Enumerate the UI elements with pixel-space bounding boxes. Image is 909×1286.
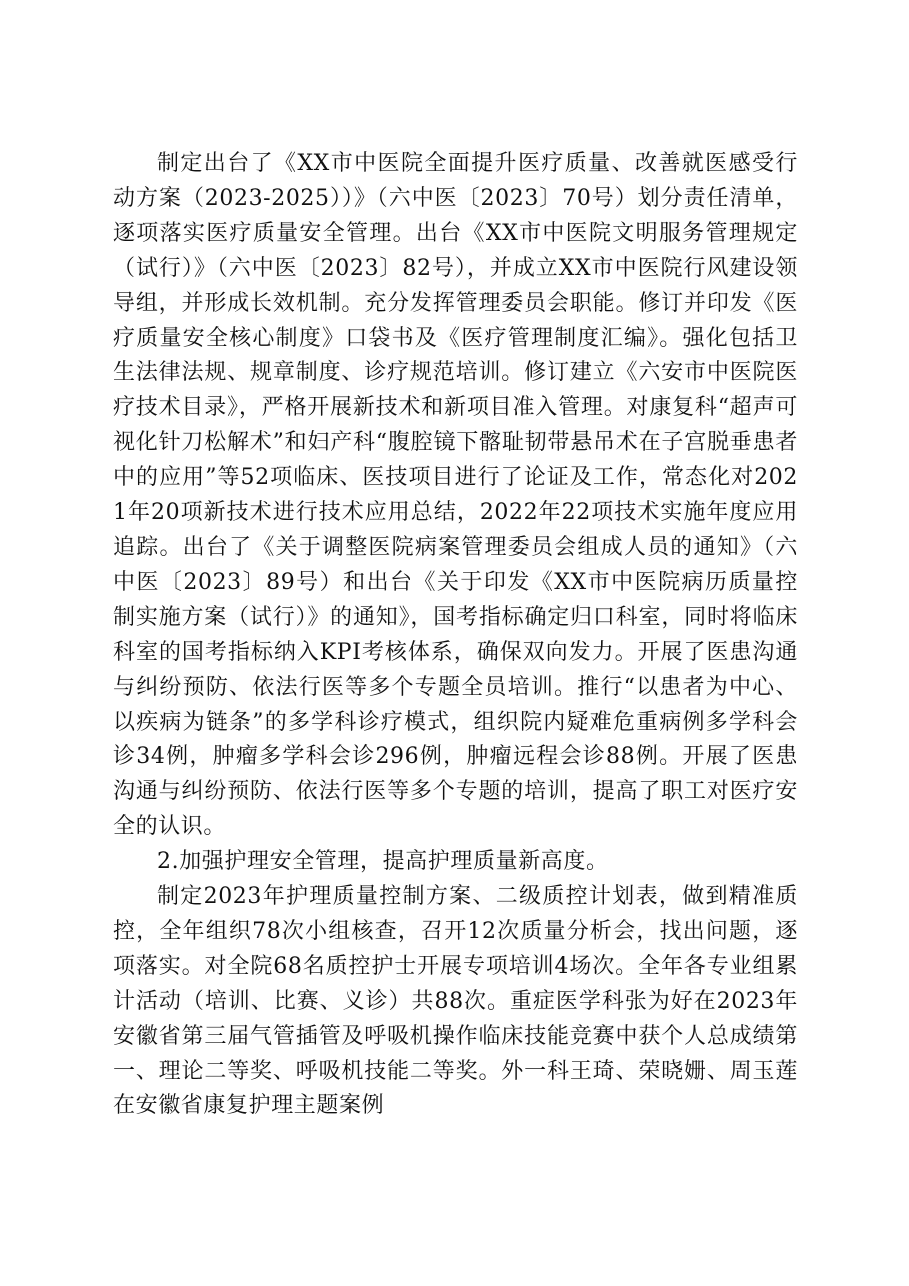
- paragraph-medical-quality: 制定出台了《XX市中医院全面提升医疗质量、改善就医感受行动方案（2023-2025））》（六中医〔2023〕70号）划分责任清单，逐项落实医疗质量安全管理。出台《XX市中医院文明服务管理规定（试行）》（六中医〔2023〕82号），并成立XX市中医院行风建设领导组，并形成长效机制。充分发挥管理委员会职能。修订并印发《医疗质量安全核心制度》口袋书及《医疗管理制度汇编》。强化包括卫生法律法规、规章制度、诊疗规范培训。修订建立《六安市中医院医疗技术目录》，严格开展新技术和新项目准入管理。对康复科“超声可视化针刀松解术”和妇产科“腹腔镜下髂耻韧带悬吊术在子宫脱垂患者中的应用”等52项临床、医技项目进行了论证及工作，常态化对2021年20项新技术进行技术应用总结，2022年22项技术实施年度应用追踪。出台了《关于调整医院病案管理委员会组成人员的通知》（六中医〔2023〕89号）和出台《关于印发《XX市中医院病历质量控制实施方案（试行）》的通知》，国考指标确定归口科室，同时将临床科室的国考指标纳入KPI考核体系，确保双向发力。开展了医患沟通与纠纷预防、依法行医等多个专题全员培训。推行“以患者为中心、以疾病为链条”的多学科诊疗模式，组织院内疑难危重病例多学科会诊34例，肿瘤多学科会诊296例，肿瘤远程会诊88例。开展了医患沟通与纠纷预防、依法行医等多个专题的培训，提高了职工对医疗安全的认识。: [113, 151, 798, 840]
- section-heading-nursing-safety: 2.加强护理安全管理，提高护理质量新高度。: [157, 849, 609, 875]
- document-body: [113, 147, 798, 1124]
- paragraph-nursing-quality: 制定2023年护理质量控制方案、二级质控计划表，做到精准质控，全年组织78次小组核查，召开12次质量分析会，找出问题，逐项落实。对全院68名质控护士开展专项培训4场次。全年各专业组累计活动（培训、比赛、义诊）共88次。重症医学科张为好在2023年安徽省第三届气管插管及呼吸机操作临床技能竞赛中获个人总成绩第一、理论二等奖、呼吸机技能二等奖。外一科王琦、荣晓姗、周玉莲在安徽省康复护理主题案例: [113, 884, 798, 1119]
